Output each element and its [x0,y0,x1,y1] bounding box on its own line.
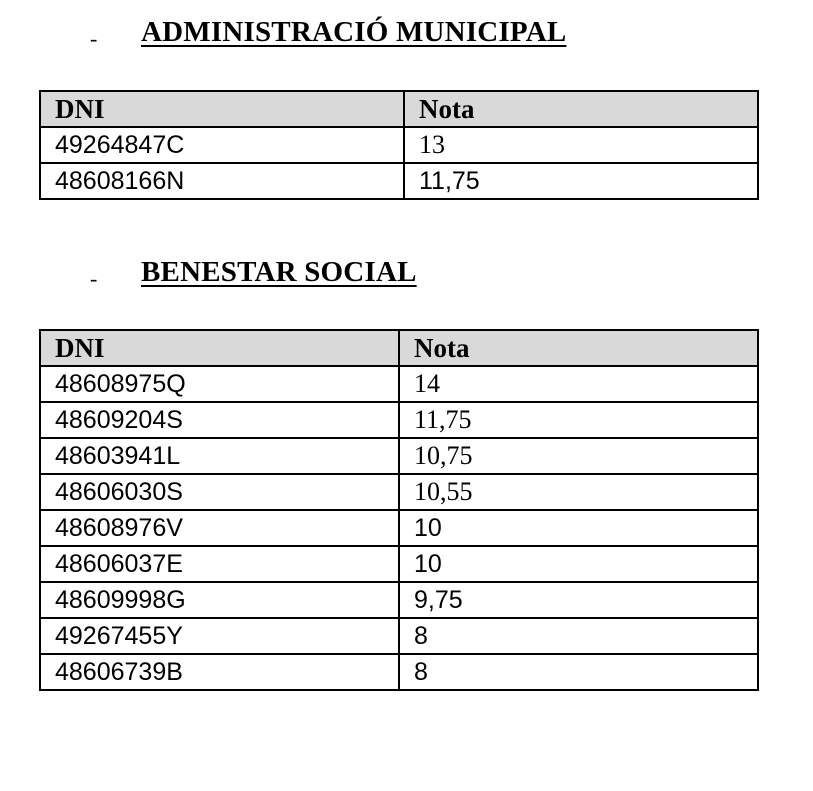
table-row [40,366,758,402]
nota-cell: 8 [399,654,758,690]
nota-cell: 10 [399,510,758,546]
dni-cell: 48603941L [40,438,399,474]
nota-cell: 10,55 [399,474,758,510]
table-header-row [40,330,758,366]
nota-cell: 8 [399,618,758,654]
dni-cell: 48606030S [40,474,399,510]
column-header-dni: DNI [40,91,404,127]
table-row [40,438,758,474]
section-title: ADMINISTRACIÓ MUNICIPAL [141,16,567,48]
table-row [40,654,758,690]
dni-cell: 48608166N [40,163,404,199]
bullet-dash: - [90,26,98,51]
table-row [40,510,758,546]
table-row [40,402,758,438]
table-row [40,618,758,654]
dni-cell: 48606037E [40,546,399,582]
nota-cell: 10 [399,546,758,582]
nota-cell: 14 [399,366,758,402]
table-row [40,474,758,510]
table-body [40,127,758,199]
column-header-nota: Nota [404,91,758,127]
nota-cell: 10,75 [399,438,758,474]
table-row [40,163,758,199]
table-header-row [40,91,758,127]
table-row [40,127,758,163]
dni-cell: 49264847C [40,127,404,163]
bullet-dash: - [90,266,98,291]
column-header-dni: DNI [40,330,399,366]
grades-table-administracio [39,90,759,200]
table-row [40,582,758,618]
column-header-nota: Nota [399,330,758,366]
nota-cell: 11,75 [399,402,758,438]
dni-cell: 48609204S [40,402,399,438]
dni-cell: 49267455Y [40,618,399,654]
dni-cell: 48608976V [40,510,399,546]
nota-cell: 13 [404,127,758,163]
table-body [40,366,758,690]
nota-cell: 11,75 [404,163,758,199]
table-row [40,546,758,582]
grades-table-benestar [39,329,759,691]
nota-cell: 9,75 [399,582,758,618]
dni-cell: 48608975Q [40,366,399,402]
dni-cell: 48609998G [40,582,399,618]
section-title: BENESTAR SOCIAL [141,256,417,288]
dni-cell: 48606739B [40,654,399,690]
